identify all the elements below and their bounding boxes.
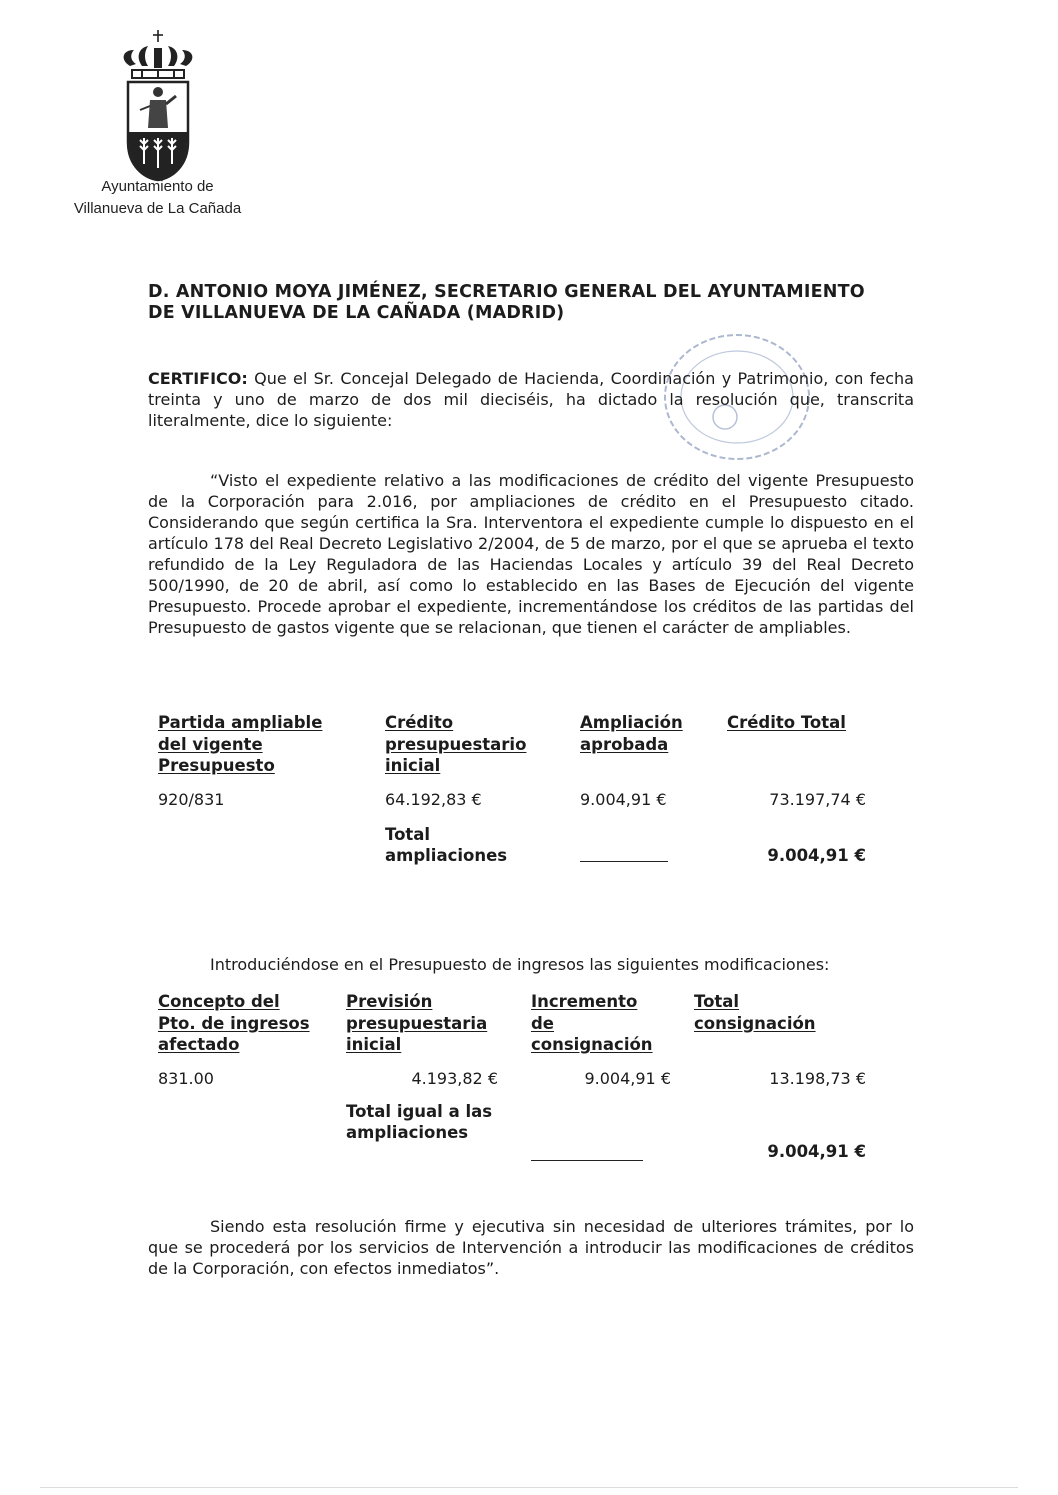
table1-total-value: 9.004,91 € [767,846,866,865]
certifico-text: Que el Sr. Concejal Delegado de Hacienda, Coordinación y Patrimonio, con fecha treinta y uno de marzo de dos mil dieciséis, ha dictado la resolución que, transcrita literalmente, dice lo siguiente: [148,369,914,430]
closing-paragraph: Siendo esta resolución firme y ejecutiva sin necesidad de ulteriores trámites, por lo que se procederá por los servicios de Intervención a introducir las modificaciones de créditos de la Corporación, con efectos inmediatos”. [148,1217,914,1278]
income-intro-text: Introduciéndose en el Presupuesto de ingresos las siguientes modificaciones: [210,955,830,974]
table1-header-ampliacion: Ampliación aprobada [580,713,683,754]
city-hall-name-line1: Ayuntamiento de [101,178,214,195]
certifico-label: CERTIFICO: [148,369,248,388]
table2-total-label: Total igual a las ampliaciones [346,1102,493,1142]
table1-cell-partida: 920/831 [158,790,225,809]
title-line1: D. ANTONIO MOYA JIMÉNEZ, SECRETARIO GENERAL DEL AYUNTAMIENTO [148,282,865,302]
table2-header-incremento: Incremento de consignación [531,992,653,1054]
table2-total-rule [531,1160,643,1161]
table2-cell-concepto: 831.00 [158,1069,214,1088]
page-bottom-rule [40,1487,1018,1488]
table2-header-prevision: Previsión presupuestaria inicial [346,992,488,1054]
city-hall-name-line2: Villanueva de La Cañada [73,200,242,217]
table2-cell-prevision: 4.193,82 € [411,1069,498,1088]
table2-header-total: Total consignación [694,992,816,1033]
certifico-paragraph [148,368,914,431]
table1-cell-credito-total: 73.197,74 € [769,790,866,809]
table1-header-credito-inicial: Crédito presupuestario inicial [385,713,527,775]
document-title [148,282,914,324]
table2-cell-total: 13.198,73 € [769,1069,866,1088]
title-line2: DE VILLANUEVA DE LA CAÑADA (MADRID) [148,303,565,323]
table1-total-rule [580,861,668,862]
resolution-paragraph: “Visto el expediente relativo a las modificaciones de crédito del vigente Presupuesto de la Corporación para 2.016, por ampliaciones de crédito en el Presupuesto citado. Considerando que según certifica la Sra. Interventora el expediente cumple lo dispuesto en el artículo 178 del Real Decreto Legislativo 2/2004, de 5 de marzo, por el que se aprueba el texto refundido de la Ley Reguladora de las Haciendas Locales y artículo 39 del Real Decreto 500/1990, de 20 de abril, así como lo establecido en las Bases de Ejecución del vigente Presupuesto. Procede aprobar el expediente, incrementándose los créditos de las partidas del Presupuesto de gastos vigente que se relacionan, que tienen el carácter de ampliables. [148,471,914,637]
table1-total-label: Total ampliaciones [385,825,508,865]
table2-cell-incremento: 9.004,91 € [584,1069,671,1088]
table1-header-credito-total: Crédito Total [727,713,846,732]
table1-cell-ampliacion: 9.004,91 € [580,790,667,809]
table1-cell-credito-inicial: 64.192,83 € [385,790,482,809]
table1-header-partida: Partida ampliable del vigente Presupuesto [158,713,323,775]
table2-total-value: 9.004,91 € [767,1142,866,1161]
coat-of-arms-logo [108,30,208,182]
table2-header-concepto: Concepto del Pto. de ingresos afectado [158,992,310,1054]
